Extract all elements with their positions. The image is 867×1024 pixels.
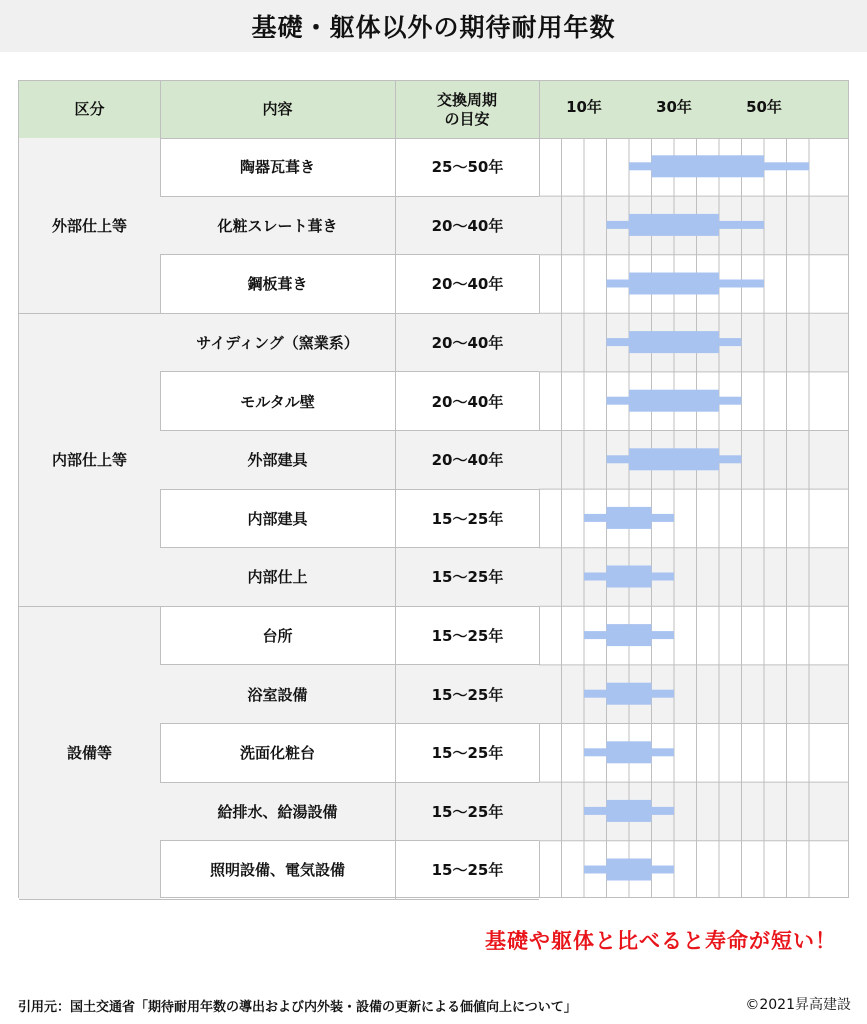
item-name: 化粧スレート葺き <box>217 216 338 235</box>
item-name: モルタル壁 <box>240 392 315 411</box>
item-name: 照明設備、電気設備 <box>209 861 345 880</box>
item-name: 内部仕上 <box>247 568 308 587</box>
header-period <box>395 81 539 138</box>
table-row <box>160 607 539 666</box>
item-period: 20〜40年 <box>395 431 539 489</box>
item-period: 20〜40年 <box>395 197 539 255</box>
core-bar <box>607 507 652 529</box>
core-bar <box>652 155 765 177</box>
xaxis-tick-label: 10年 <box>566 98 602 116</box>
header-content: 内容 <box>262 100 293 118</box>
table-row <box>160 255 539 314</box>
table-row <box>160 665 539 724</box>
item-name: 陶器瓦葺き <box>239 158 315 177</box>
header-period-line1: 交換周期 <box>436 90 497 109</box>
source-citation: 引用元：国土交通省「期待耐用年数の導出および内外装・設備の更新による価値向上について」 <box>18 1000 577 1015</box>
item-name: 鋼板葺き <box>247 275 308 294</box>
core-bar <box>607 566 652 588</box>
item-period: 15〜25年 <box>395 607 539 665</box>
highlight-note: 基礎や躯体と比べると寿命が短い！ <box>485 929 837 953</box>
core-bar <box>607 683 652 705</box>
xaxis-tick-label: 50年 <box>746 98 782 116</box>
xaxis-tick-label: 30年 <box>656 98 692 116</box>
item-period: 15〜25年 <box>395 548 539 606</box>
item-name: 内部建具 <box>247 509 308 528</box>
lifespan-chart <box>539 138 848 897</box>
core-bar <box>607 624 652 646</box>
item-period: 15〜25年 <box>395 490 539 548</box>
category-cell: 内部仕上等 <box>19 314 160 607</box>
category-cell: 設備等 <box>19 607 160 900</box>
item-period: 20〜40年 <box>395 372 539 430</box>
table-header <box>19 81 848 139</box>
item-period: 15〜25年 <box>395 783 539 841</box>
item-period: 15〜25年 <box>395 665 539 723</box>
table-row <box>160 724 539 783</box>
core-bar <box>607 859 652 881</box>
table-row <box>160 372 539 431</box>
item-name: 浴室設備 <box>247 685 308 704</box>
item-name: サイディング（窯業系） <box>196 334 359 353</box>
core-bar <box>629 273 719 295</box>
core-bar <box>629 390 719 412</box>
item-period: 20〜40年 <box>395 314 539 372</box>
item-name: 洗面化粧台 <box>239 744 315 763</box>
core-bar <box>607 800 652 822</box>
chart-area <box>539 138 848 897</box>
table-row <box>160 314 539 373</box>
table-row <box>160 783 539 842</box>
lifespan-table <box>18 80 849 898</box>
header-category: 区分 <box>74 100 105 118</box>
table-row <box>160 138 539 197</box>
item-period: 15〜25年 <box>395 841 539 899</box>
item-name: 台所 <box>262 627 293 646</box>
item-period: 15〜25年 <box>395 724 539 782</box>
item-name: 外部建具 <box>247 451 308 470</box>
core-bar <box>629 214 719 236</box>
header-period-line2: の目安 <box>444 109 490 128</box>
item-period: 25〜50年 <box>395 138 539 196</box>
page-title: 基礎・躯体以外の期待耐用年数 <box>0 0 867 52</box>
core-bar <box>607 741 652 763</box>
table-row <box>160 431 539 490</box>
table-row <box>160 490 539 549</box>
category-cell: 外部仕上等 <box>19 138 160 314</box>
core-bar <box>629 331 719 353</box>
item-period: 20〜40年 <box>395 255 539 313</box>
table-row <box>160 841 539 900</box>
table-row <box>160 197 539 256</box>
table-row <box>160 548 539 607</box>
copyright: ©2021昇高建設 <box>745 997 851 1013</box>
divider-content <box>395 81 396 138</box>
core-bar <box>629 448 719 470</box>
item-name: 給排水、給湯設備 <box>217 802 338 821</box>
